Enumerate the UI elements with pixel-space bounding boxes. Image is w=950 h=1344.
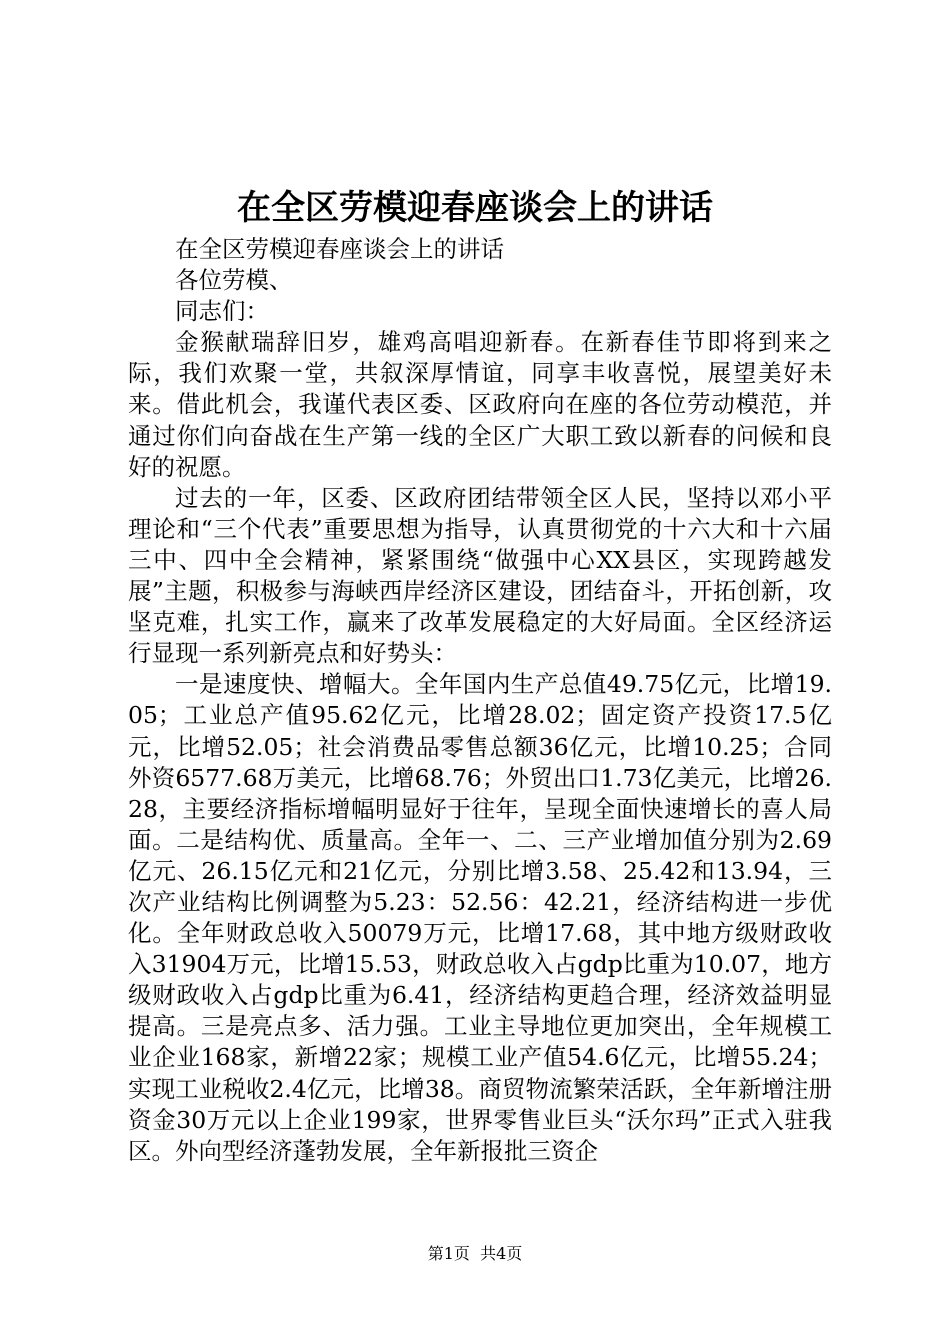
- body-paragraph: 金猴献瑞辞旧岁，雄鸡高唱迎新春。在新春佳节即将到来之际，我们欢聚一堂，共叙深厚情谊，同享丰收喜悦，展望美好未来。借此机会，我谨代表区委、区政府向在座的各位劳动模范，并通过你们向奋战在生产第一线的全区广大职工致以新春的问候和良好的祝愿。: [128, 328, 832, 481]
- page-footer: [0, 1243, 950, 1265]
- salutation-paragraph: 同志们：: [175, 297, 269, 326]
- page-total: 共4页: [480, 1244, 523, 1263]
- document-body: [128, 234, 832, 1167]
- document-title: 在全区劳模迎春座谈会上的讲话: [237, 188, 713, 228]
- subtitle-paragraph: 在全区劳模迎春座谈会上的讲话: [175, 235, 504, 263]
- body-paragraph: 过去的一年，区委、区政府团结带领全区人民，坚持以邓小平理论和“三个代表”重要思想为指导，认真贯彻党的十六大和十六届三中、四中全会精神，紧紧围绕“做强中心XX县区，实现跨越发展”主题，积极参与海峡西岸经济区建设，团结奋斗，开拓创新，攻坚克难，扎实工作，赢来了改革发展稳定的大好局面。全区经济运行显现一系列新亮点和好势头：: [128, 483, 832, 668]
- page-number: 第1页: [427, 1244, 470, 1263]
- body-paragraph: 一是速度快、增幅大。全年国内生产总值49.75亿元，比增19.05；工业总产值95.62亿元，比增28.02；固定资产投资17.5亿元，比增52.05；社会消费品零售总额36亿元，比增10.25；合同外资6577.68万美元，比增68.76；外贸出口1.73亿美元，比增26.28，主要经济指标增幅明显好于往年，呈现全面快速增长的喜人局面。二是结构优、质量高。全年一、二、三产业增加值分别为2.69亿元、26.15亿元和21亿元，分别比增3.58、25.42和13.94，三次产业结构比例调整为5.23：52.56：42.21，经济结构进一步优化。全年财政总收入50079万元，比增17.68，其中地方级财政收入31904万元，比增15.53，财政总收入占gdp比重为10.07，地方级财政收入占gdp比重为6.41，经济结构更趋合理，经济效益明显提高。三是亮点多、活力强。工业主导地位更加突出，全年规模工业企业168家，新增22家；规模工业产值54.6亿元，比增55.24；实现工业税收2.4亿元，比增38。商贸物流繁荣活跃，全年新增注册资金30万元以上企业199家，世界零售业巨头“沃尔玛”正式入驻我区。外向型经济蓬勃发展，全年新报批三资企: [128, 670, 832, 1165]
- footer-separator: [470, 1244, 480, 1263]
- salutation-paragraph: 各位劳模、: [175, 266, 293, 295]
